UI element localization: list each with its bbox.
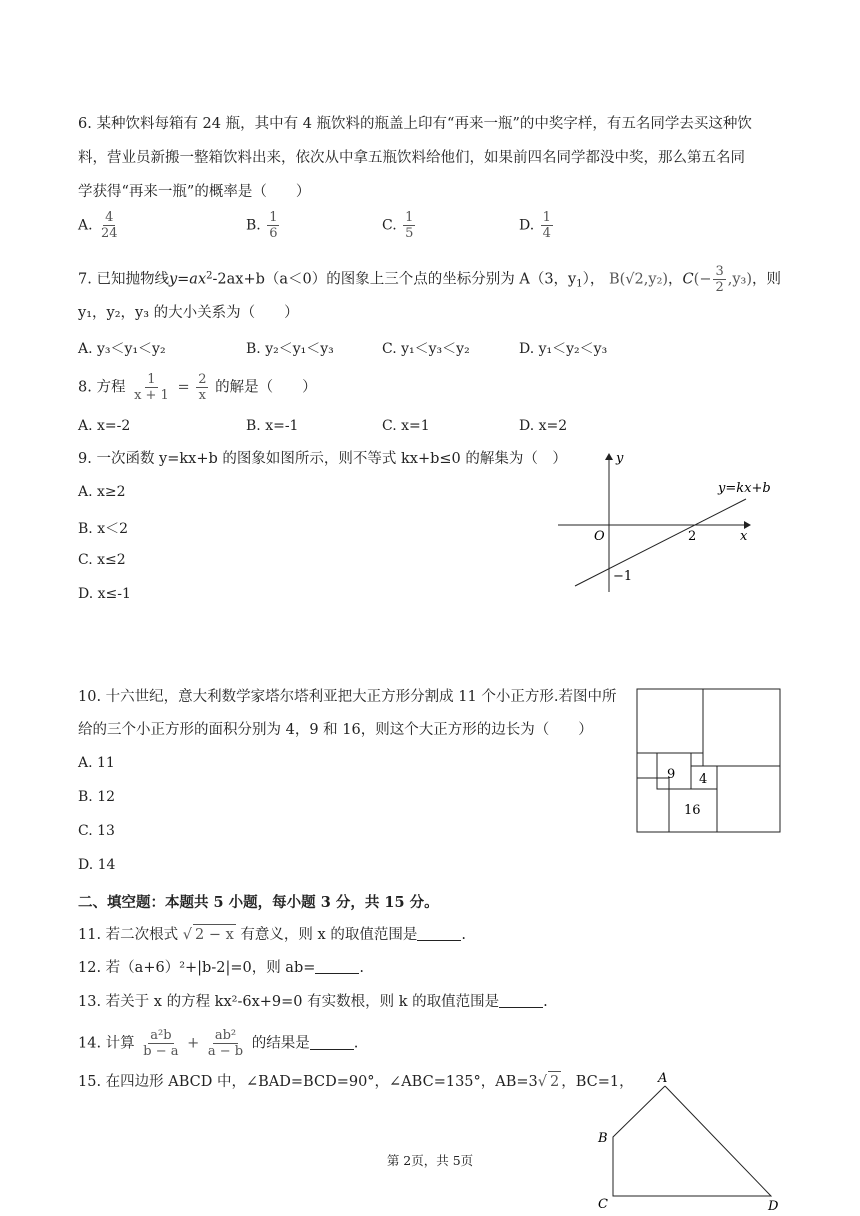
q8-option-c: C. x=1 bbox=[382, 418, 430, 434]
q9-graph bbox=[550, 446, 790, 596]
q15-line: 15. 在四边形 ABCD 中，∠BAD=BCD=90°，∠ABC=135°，AB=3√ 2 ，BC=1， bbox=[78, 1071, 634, 1092]
q9-option-b: B. x＜2 bbox=[78, 521, 128, 537]
q8-option-d: D. x=2 bbox=[519, 418, 568, 434]
q13-line bbox=[78, 992, 548, 1012]
q7-line2: y₁，y₂，y₃ 的大小关系为（ ） bbox=[78, 305, 299, 321]
q10-line1: 10. 十六世纪，意大利数学家塔尔塔利亚把大正方形分割成 11 个小正方形.若图中所 bbox=[78, 689, 617, 705]
q12-line bbox=[78, 958, 364, 978]
q7-func-sup: 2 bbox=[206, 270, 213, 282]
q6-line2: 料，营业员新搬一整箱饮料出来，依次从中拿五瓶饮料给他们，如果前四名同学都没中奖，那么第五名同 bbox=[78, 150, 745, 166]
q8-lhs-frac: $\frac{1}{x + 1}$ bbox=[134, 372, 169, 403]
line-label: y=kx+b bbox=[718, 481, 771, 496]
q7-tail: ，则 bbox=[752, 271, 782, 288]
q6-option-d: D. $\frac{1}{4}$ bbox=[519, 210, 551, 241]
q7-option-b: B. y₂＜y₁＜y₃ bbox=[246, 341, 334, 357]
q7-point-a: A（3，y bbox=[519, 271, 577, 288]
q15-text-b: ，BC=1， bbox=[561, 1074, 634, 1090]
label-4: 4 bbox=[699, 772, 708, 787]
q10-option-b: B. 12 bbox=[78, 789, 116, 805]
q7-prefix: 7. 已知抛物线 bbox=[78, 271, 169, 288]
q10-line2: 给的三个小正方形的面积分别为 4，9 和 16，则这个大正方形的边长为（ ） bbox=[78, 722, 593, 738]
q7-func-rest: -2ax+b（a＜0）的图象上三个点的坐标分别为 bbox=[212, 271, 515, 288]
q7-option-d: D. y₁＜y₂＜y₃ bbox=[519, 341, 608, 357]
section-fill-in-title: 二、填空题：本题共 5 小题，每小题 3 分，共 15 分。 bbox=[78, 894, 439, 911]
vertex-b: B bbox=[598, 1131, 608, 1146]
q12-end: . bbox=[359, 960, 364, 976]
q11-blank bbox=[417, 926, 461, 941]
q6-option-a: A. $\frac{4}{24}$ bbox=[78, 210, 118, 241]
q9-option-a: A. x≥2 bbox=[78, 484, 126, 500]
q7-option-a: A. y₃＜y₁＜y₂ bbox=[78, 341, 166, 357]
q6-option-c: C. $\frac{1}{5}$ bbox=[382, 210, 414, 241]
x-intercept-label: 2 bbox=[688, 529, 697, 544]
q12-text: 12. 若（a+6）²+|b-2|=0，则 ab= bbox=[78, 960, 316, 976]
q11-end: . bbox=[461, 927, 466, 943]
q10-square-figure bbox=[636, 688, 782, 834]
q11-line: 11. 若二次根式 √ 2 − x 有意义，则 x 的取值范围是 . bbox=[78, 924, 466, 945]
quadrilateral-shape bbox=[613, 1086, 771, 1196]
q7-point-a-sub: 1 bbox=[576, 278, 583, 290]
q10-option-d: D. 14 bbox=[78, 857, 116, 873]
q8-rhs-frac: $\frac{2}{x}$ bbox=[198, 372, 207, 403]
q9-text: 9. 一次函数 y=kx+b 的图象如图所示，则不等式 kx+b≤0 的解集为（ ） bbox=[78, 451, 567, 467]
q8-suffix: 的解是（ ） bbox=[215, 379, 317, 396]
q11-suffix: 有意义，则 x 的取值范围是 bbox=[240, 927, 418, 943]
q8-eq: = bbox=[177, 379, 190, 396]
x-axis-label: x bbox=[740, 529, 748, 544]
label-16: 16 bbox=[684, 803, 701, 818]
q9-option-c: C. x≤2 bbox=[78, 552, 126, 568]
vertex-d: D bbox=[768, 1199, 779, 1212]
origin-label: O bbox=[594, 529, 605, 544]
q7-line1: 7. 已知抛物线$y=ax^2-2ax+b(a<0)$的图象上三个点的坐标分别为 A（3，$y_1$）， B(√2,y₂)，C(− $\frac{3}{2}$ ,y₃)，则 bbox=[78, 264, 782, 295]
y-axis-label: y bbox=[616, 451, 624, 466]
q15-text-a: 15. 在四边形 ABCD 中，∠BAD=BCD=90°，∠ABC=135°，AB=3 bbox=[78, 1074, 538, 1090]
q6-option-b: B. $\frac{1}{6}$ bbox=[246, 210, 278, 241]
q8-option-b: B. x=-1 bbox=[246, 418, 299, 434]
q15-quadrilateral-figure bbox=[594, 1068, 784, 1212]
q7-point-b: B(√2,y₂) bbox=[608, 271, 669, 288]
q14-end: . bbox=[353, 1035, 359, 1052]
q15-sqrt: 2 bbox=[548, 1071, 561, 1092]
q11-radicand: 2 − x bbox=[193, 924, 236, 945]
q14-line bbox=[78, 1028, 358, 1059]
q14-suffix: 的结果是 bbox=[251, 1035, 310, 1052]
q7-option-c: C. y₁＜y₃＜y₂ bbox=[382, 341, 470, 357]
y-intercept-label: −1 bbox=[613, 569, 633, 584]
q7-point-c-frac: $\frac{3}{2}$ bbox=[715, 264, 724, 295]
q13-blank bbox=[499, 993, 543, 1008]
q13-end: . bbox=[543, 994, 548, 1010]
q8-option-a: A. x=-2 bbox=[78, 418, 131, 434]
q14-plus: + bbox=[187, 1035, 200, 1052]
q12-blank bbox=[315, 959, 359, 974]
vertex-a: A bbox=[658, 1071, 668, 1086]
q14-blank bbox=[310, 1035, 354, 1050]
q14-prefix: 14. 计算 bbox=[78, 1035, 135, 1052]
q10-option-c: C. 13 bbox=[78, 823, 115, 839]
q14-frac-1: $\frac{\text{a²b}}{b - a}$ bbox=[143, 1028, 179, 1059]
q13-text: 13. 若关于 x 的方程 kx²-6x+9=0 有实数根，则 k 的取值范围是 bbox=[78, 994, 500, 1010]
label-9: 9 bbox=[667, 767, 676, 782]
q7-point-a-end: ）， bbox=[582, 271, 605, 288]
q9-option-d: D. x≤-1 bbox=[78, 586, 131, 602]
q6-line3: 学获得“再来一瓶”的概率是（ ） bbox=[78, 184, 311, 200]
q8-prefix: 8. 方程 bbox=[78, 379, 126, 396]
q8-line bbox=[78, 372, 317, 403]
vertex-c: C bbox=[598, 1197, 608, 1212]
q7-point-c-label: C bbox=[682, 271, 694, 288]
q10-option-a: A. 11 bbox=[78, 755, 115, 771]
q7-func: y=ax bbox=[168, 271, 207, 288]
q14-frac-2: $\frac{\text{ab²}}{a - b}$ bbox=[207, 1028, 244, 1059]
page-footer: 第 2页，共 5页 bbox=[386, 1153, 474, 1168]
q7-point-c-rest: ,y₃) bbox=[727, 271, 753, 288]
q11-prefix: 11. 若二次根式 bbox=[78, 927, 179, 943]
q6-line1: 6. 某种饮料每箱有 24 瓶，其中有 4 瓶饮料的瓶盖上印有“再来一瓶”的中奖字样，有五名同学去买这种饮 bbox=[78, 116, 752, 132]
